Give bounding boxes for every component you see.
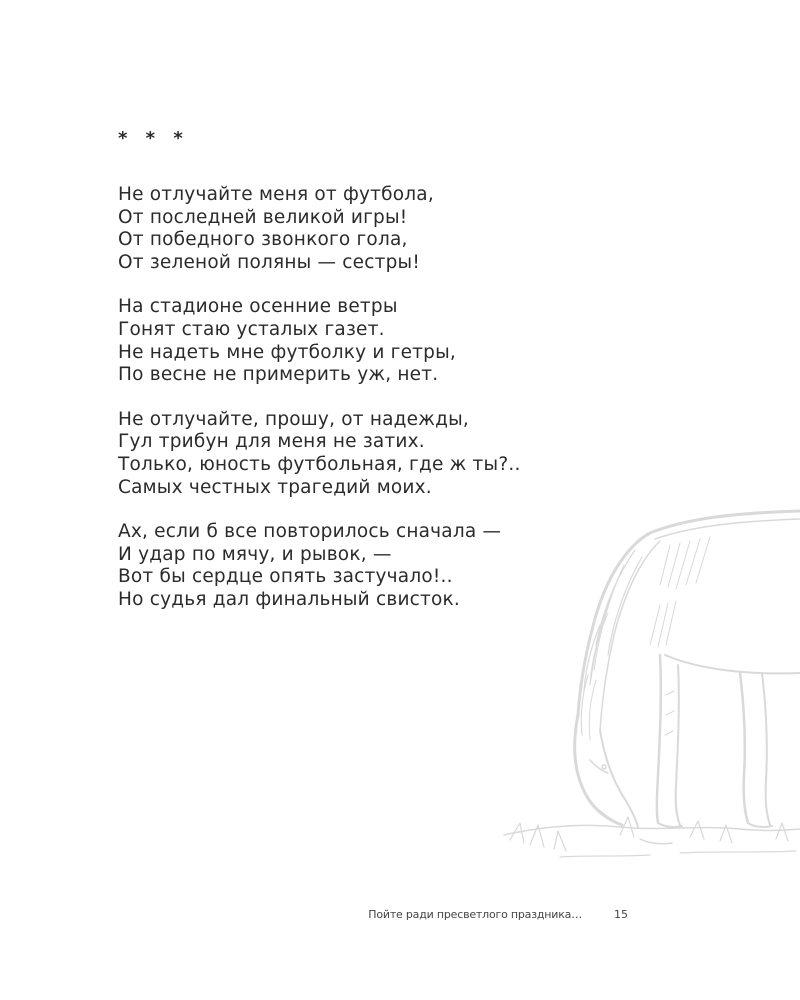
poem-line: Только, юность футбольная, где ж ты?.. (118, 453, 521, 475)
poem-line: Но судья дал финальный свисток. (118, 588, 460, 610)
poem-line: На стадионе осенние ветры (118, 296, 398, 318)
poem-line: По весне не примерить уж, нет. (118, 364, 439, 386)
poem-line: Гул трибун для меня не затих. (118, 431, 425, 453)
poem-line: Не надеть мне футболку и гетры, (118, 341, 456, 363)
poem-line: Ах, если б все повторилось сначала — (118, 521, 502, 543)
poem-line: От последней великой игры! (118, 206, 408, 228)
poem-line: И удар по мячу, и рывок, — (118, 543, 392, 565)
page-number: 15 (614, 908, 628, 921)
poem-line: Не отлучайте, прошу, от надежды, (118, 408, 469, 430)
stanza-separator: * * * (118, 128, 189, 149)
running-title: Пойте ради пресветлого праздника… (368, 908, 582, 921)
stanza-2 (118, 296, 598, 386)
poem-line: От зеленой поляны — сестры! (118, 251, 420, 273)
poem-line: Вот бы сердце опять застучало!.. (118, 566, 453, 588)
stanza-3 (118, 409, 598, 499)
poem-line: Не отлучайте меня от футбола, (118, 184, 434, 205)
stanza-1 (118, 184, 598, 274)
poem-line: Самых честных трагедий моих. (118, 476, 432, 498)
horse-sketch-icon (500, 505, 800, 875)
poem-line: От победного звонкого гола, (118, 229, 408, 251)
page-footer (0, 908, 800, 928)
poem-line: Гонят стаю усталых газет. (118, 318, 385, 340)
